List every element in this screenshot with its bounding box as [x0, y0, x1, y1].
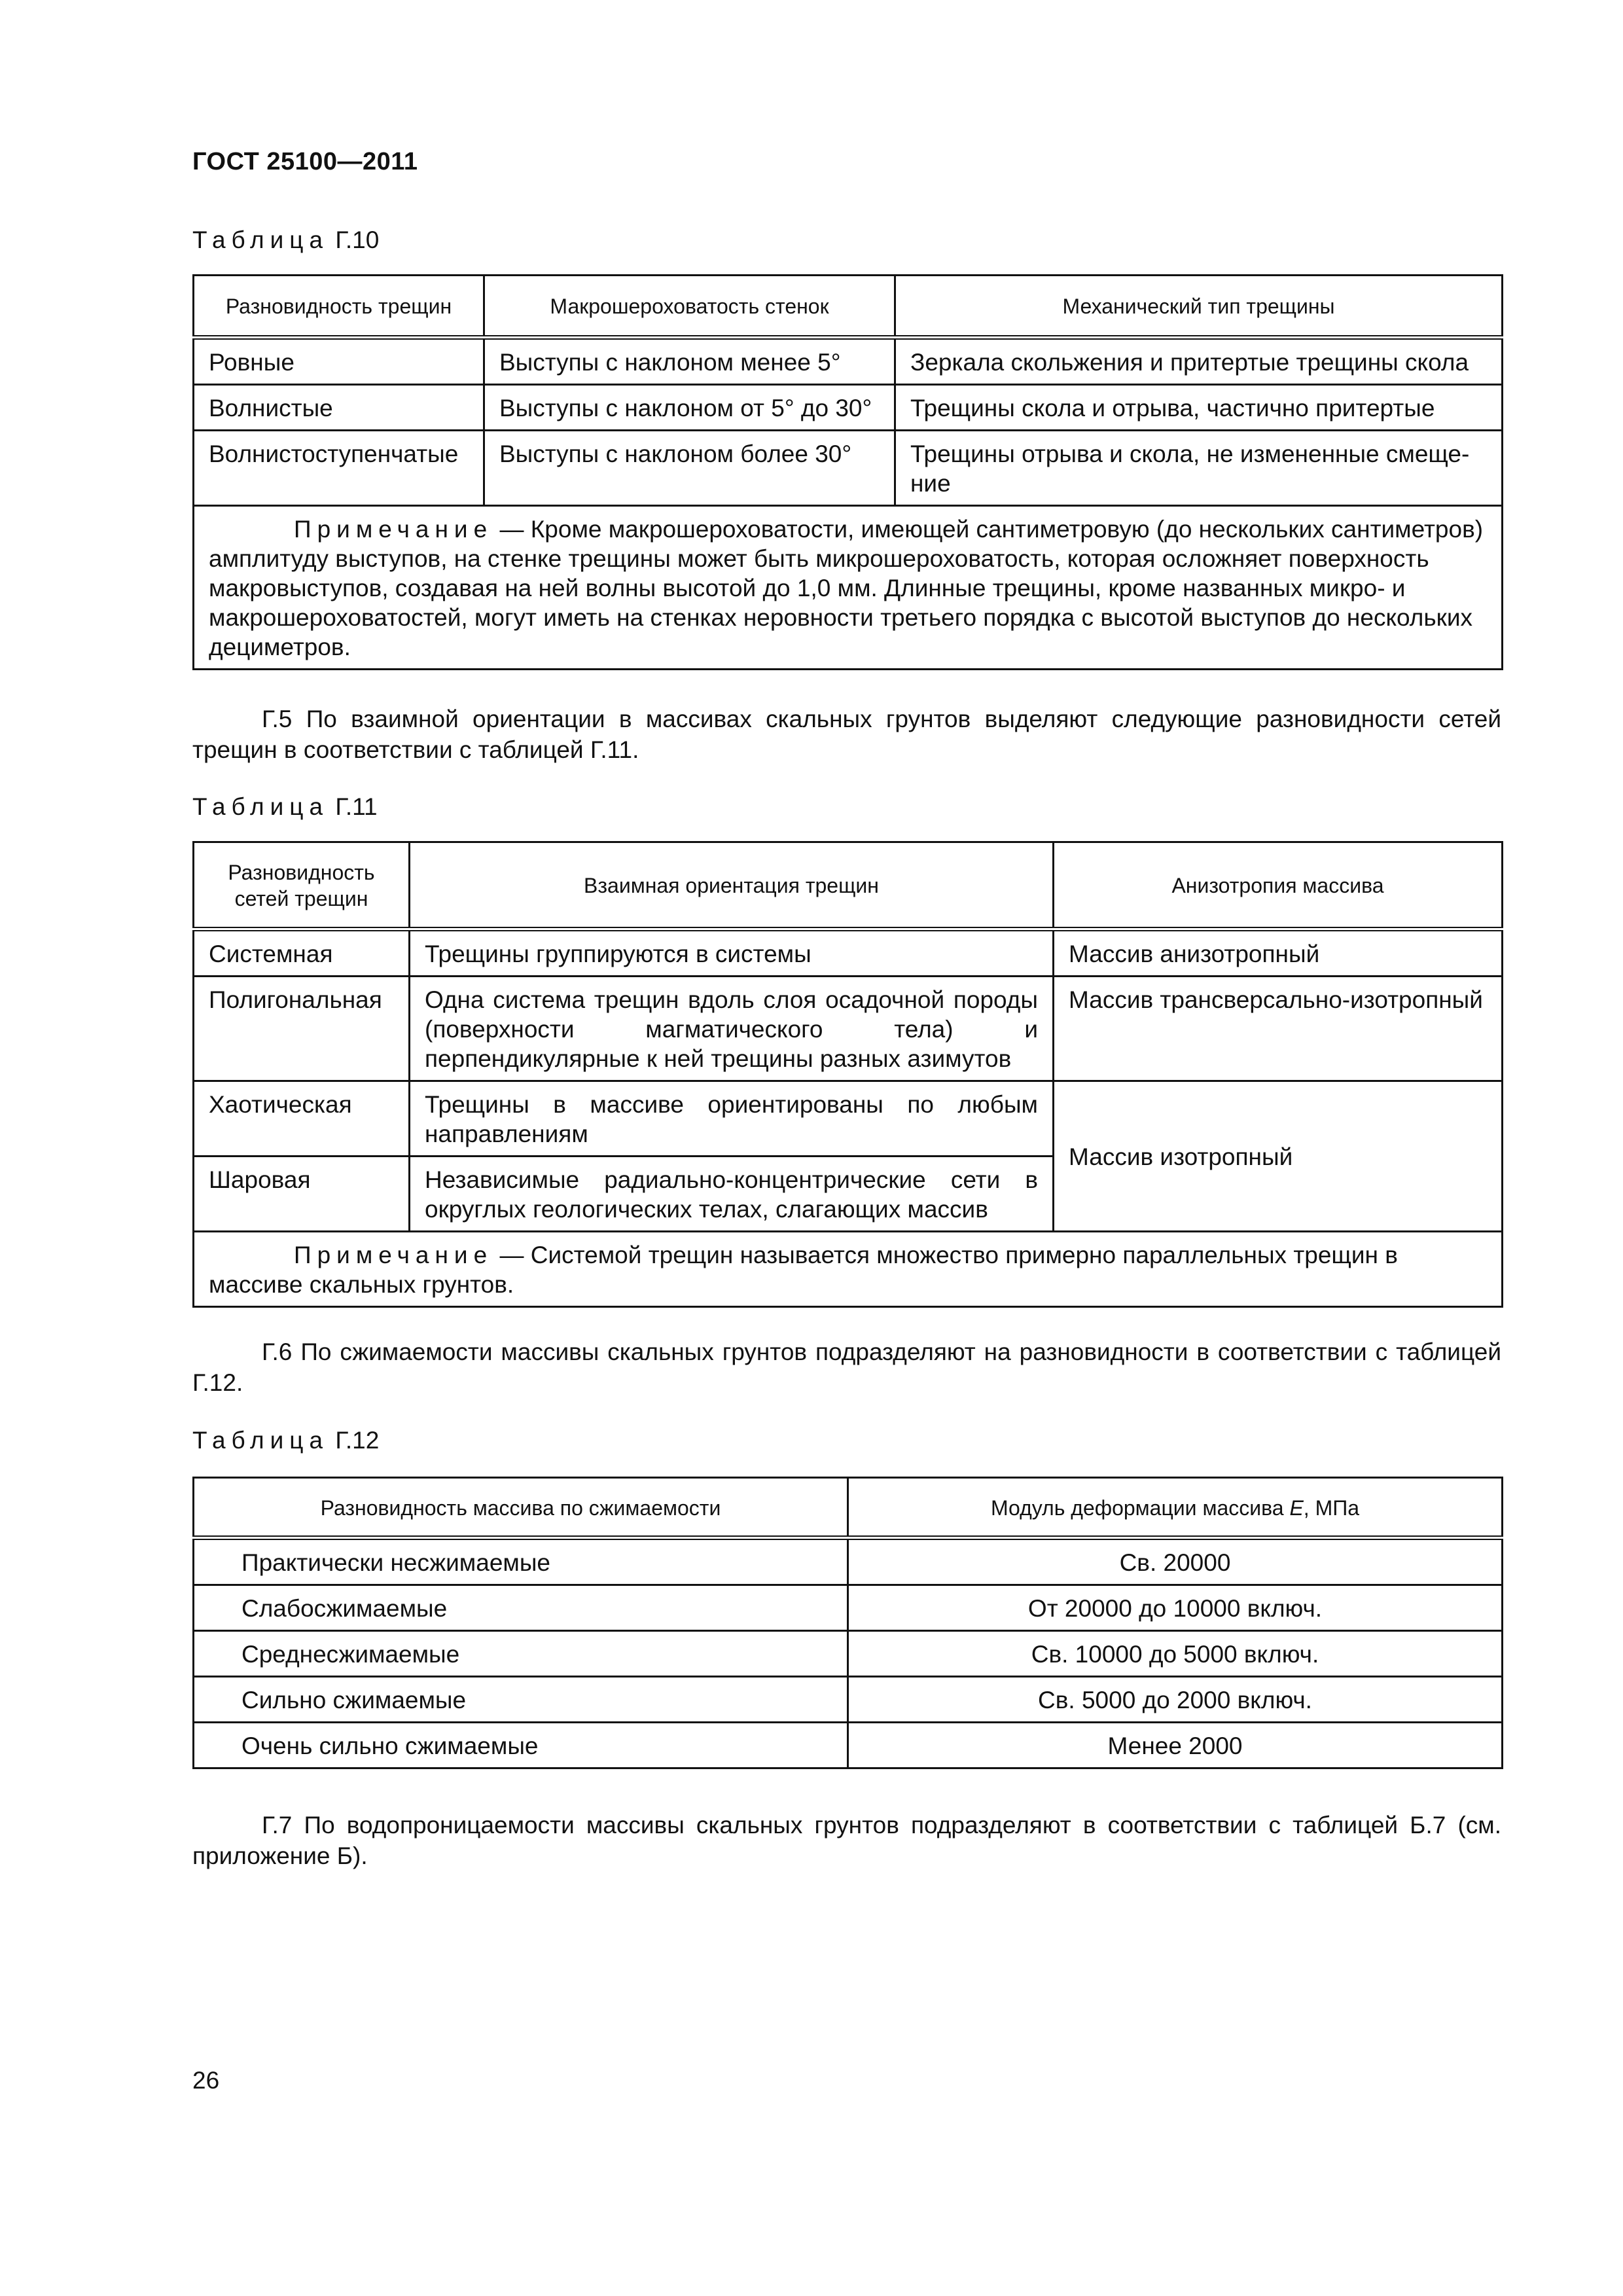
document-header: ГОСТ 25100—2011: [192, 148, 418, 175]
table-cell: Очень сильно сжимаемые: [194, 1723, 848, 1768]
note-text: — Кроме макрошероховатости, имеющей сантиметровую (до нескольких сантиметров) амплитуду выступов, на стенке трещины может быть микрошероховатость, которая осложняет поверхность макровыступов, создавая на ней волны высотой до 1,0 мм. Длинные трещины, кроме названных микро- и макрошероховатостей, могут иметь на стенках неровности третьего порядка с высотой выступов до нескольких дециметров.: [209, 516, 1484, 660]
table-10: [192, 274, 1503, 670]
table-caption-number: Г.12: [335, 1427, 380, 1454]
table-cell: От 20000 до 10000 включ.: [848, 1585, 1503, 1631]
table-10-header: Механический тип трещины: [895, 276, 1503, 338]
table-row: [194, 929, 1503, 977]
table-cell: Хаотическая: [194, 1081, 410, 1157]
table-cell: Выступы с наклоном менее 5°: [484, 338, 895, 385]
table-cell: Массив трансверсально-изотропный: [1054, 977, 1503, 1081]
table-cell: Трещины группируются в системы: [410, 929, 1054, 977]
table-row: [194, 385, 1503, 431]
table-caption-number: Г.11: [335, 793, 378, 820]
header-unit: , МПа: [1303, 1496, 1360, 1520]
table-cell: Независимые радиально-концентрические сети в округлых геологических телах, слагающих массив: [410, 1157, 1054, 1232]
table-row: [194, 1538, 1503, 1585]
table-row: [194, 977, 1503, 1081]
table-row: [194, 1677, 1503, 1723]
table-10-caption: [192, 226, 379, 254]
table-12-header: Разновидность массива по сжимаемости: [194, 1478, 848, 1538]
table-11-caption: [192, 793, 378, 821]
table-11-header: Разновидность сетей трещин: [194, 842, 410, 929]
header-text: Модуль деформации массива: [990, 1496, 1290, 1520]
table-cell: Св. 20000: [848, 1538, 1503, 1585]
table-11: [192, 841, 1503, 1308]
table-11-header: Взаимная ориентация трещин: [410, 842, 1054, 929]
table-cell: Полигональная: [194, 977, 410, 1081]
table-row: [194, 431, 1503, 506]
table-cell: Массив анизотропный: [1054, 929, 1503, 977]
table-cell: Слабосжимаемые: [194, 1585, 848, 1631]
table-cell: Выступы с наклоном более 30°: [484, 431, 895, 506]
table-row: [194, 1585, 1503, 1631]
table-cell: Практически несжимаемые: [194, 1538, 848, 1585]
table-caption-number: Г.10: [335, 226, 380, 253]
page-number: 26: [192, 2067, 220, 2094]
table-caption-word: Таблица: [192, 1427, 329, 1454]
table-cell-merged: Массив изотропный: [1054, 1081, 1503, 1232]
table-cell: Св. 10000 до 5000 включ.: [848, 1631, 1503, 1677]
table-cell: Трещины в массиве ориентированы по любым направлениям: [410, 1081, 1054, 1157]
table-cell: Системная: [194, 929, 410, 977]
table-10-note: [194, 506, 1503, 670]
table-row: [194, 1631, 1503, 1677]
table-cell: Среднесжимаемые: [194, 1631, 848, 1677]
table-10-header: Разновидность трещин: [194, 276, 484, 338]
table-note-row: [194, 1232, 1503, 1307]
table-cell: Сильно сжимаемые: [194, 1677, 848, 1723]
table-note-row: [194, 506, 1503, 670]
paragraph-g7: Г.7 По водопроницаемости массивы скальных грунтов подразделяют в соответствии с таблицей Б.7 (см. приложение Б).: [192, 1812, 1501, 1869]
table-cell: Трещины скола и отрыва, частично притертые: [895, 385, 1503, 431]
table-row: [194, 338, 1503, 385]
table-cell: Шаровая: [194, 1157, 410, 1232]
table-caption-word: Таблица: [192, 793, 329, 820]
table-12: [192, 1477, 1503, 1769]
table-11-note: [194, 1232, 1503, 1307]
table-cell: Волнистоступенчатые: [194, 431, 484, 506]
table-12-header: [848, 1478, 1503, 1538]
table-cell: Трещины отрыва и скола, не измененные смеще-ние: [895, 431, 1503, 506]
note-label: Примечание: [294, 1242, 493, 1268]
table-cell: Менее 2000: [848, 1723, 1503, 1768]
header-variable: E: [1289, 1496, 1304, 1520]
table-cell: Волнистые: [194, 385, 484, 431]
table-cell: Св. 5000 до 2000 включ.: [848, 1677, 1503, 1723]
table-11-header: Анизотропия массива: [1054, 842, 1503, 929]
table-caption-word: Таблица: [192, 226, 329, 253]
table-cell: Зеркала скольжения и притертые трещины скола: [895, 338, 1503, 385]
paragraph-g5: Г.5 По взаимной ориентации в массивах скальных грунтов выделяют следующие разновидности сетей трещин в соответствии с таблицей Г.11.: [192, 706, 1501, 763]
note-text: — Системой трещин называется множество примерно параллельных трещин в массиве скальных грунтов.: [209, 1242, 1398, 1298]
table-row: [194, 1723, 1503, 1768]
table-10-header: Макрошероховатость стенок: [484, 276, 895, 338]
table-cell: Одна система трещин вдоль слоя осадочной породы (поверхности магматического тела) и перпендикулярные к ней трещины разных азимутов: [410, 977, 1054, 1081]
table-12-caption: [192, 1427, 379, 1454]
note-label: Примечание: [294, 516, 493, 543]
paragraph-g6: Г.6 По сжимаемости массивы скальных грунтов подразделяют на разновидности в соответствии с таблицей Г.12.: [192, 1338, 1501, 1396]
table-row: [194, 1081, 1503, 1157]
table-cell: Ровные: [194, 338, 484, 385]
table-cell: Выступы с наклоном от 5° до 30°: [484, 385, 895, 431]
